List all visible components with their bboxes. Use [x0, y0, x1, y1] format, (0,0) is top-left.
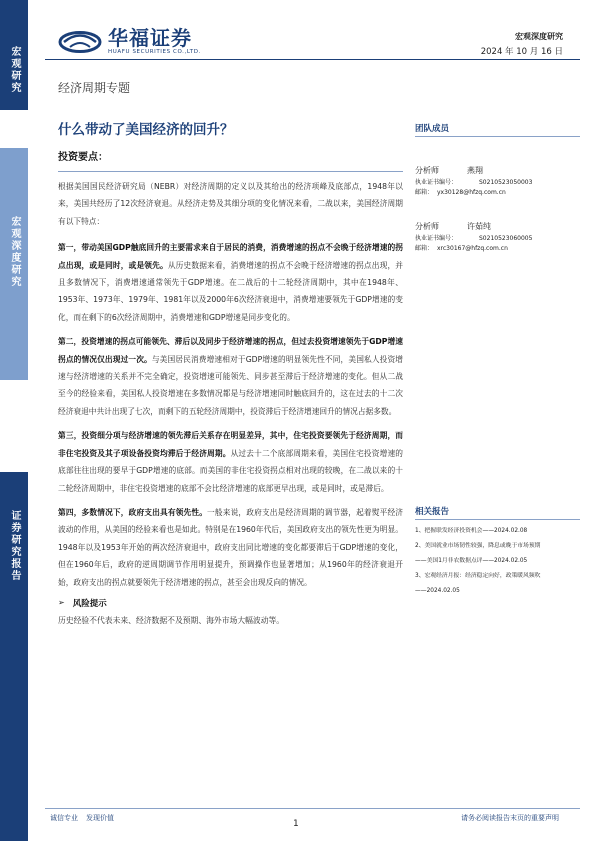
analyst-card [415, 164, 585, 198]
point-body: 从历史数据来看，消费增速的拐点不会晚于经济增速的拐点出现，并且多数情况下，消费增速通常领先于GDP增速。在二战后的十二轮经济周期中，其中在1948年、1953年、1973年、1979年、1981年以及2000年6次经济衰退中，消费增速要领先于GDP增速的变化，而在剩下的6次经济周期中，消费增速和GDP增速是同步变化的。 [58, 260, 403, 322]
risk-heading [58, 597, 403, 609]
team-divider [415, 136, 580, 137]
analyst-role: 分析师 [415, 222, 439, 231]
footer-divider [45, 808, 580, 809]
invest-points-heading: 投资要点： [58, 152, 108, 163]
team-heading: 团队成员 [415, 124, 450, 134]
sidebar-block-top [0, 0, 28, 110]
cert-label: 执业证书编号： [415, 235, 458, 242]
point-lead: 第一，带动美国GDP触底回升的主要需求来自于居民的消费，消费增速的拐点不会晚于经济增速的拐点出现，或是同时，或是领先。 [58, 243, 403, 270]
related-report-link[interactable]: 3、宏观经济月报：经济稳定向好，政策暖风频吹 [415, 573, 541, 579]
risk-text: 历史经验不代表未来、经济数据不及预期、海外市场大幅波动等。 [58, 615, 285, 625]
footer-disclaimer: 请务必阅读报告末页的重要声明 [461, 814, 559, 822]
email-label: 邮箱： [415, 189, 434, 196]
analyst-name: 许茹纯 [467, 222, 491, 231]
point-body: 从过去十二个底部周期来看，美国住宅投资增速的底部往往出现的要早于GDP增速的底部。而美国的非住宅投资拐点相对出现的较晚，在二战以来的十二轮经济周期中，非住宅投资增速的底部不会比经济增速的底部更早出现，或是同时，或是滞后。 [58, 448, 403, 493]
intro-paragraph: 根据美国国民经济研究局（NEBR）对经济周期的定义以及其给出的经济项峰及底部点，1948年以来，美国共经历了12次经济衰退。从经济走势及其细分项的变化情况来看，二战以来，美国经济周期有以下特点： [58, 182, 403, 226]
sidebar-middle-label: 宏观深度研究 [9, 216, 20, 288]
point-paragraph [58, 504, 403, 591]
footer-slogan-part: 诚信专业 [50, 814, 78, 822]
analyst-email[interactable]: xrc30167@hfzq.com.cn [437, 245, 508, 252]
report-date: 2024 年 10 月 16 日 [480, 47, 563, 57]
related-report-link-continued[interactable]: ——美国1月非农数据点评——2024.02.05 [415, 558, 528, 564]
point-paragraph [58, 333, 403, 420]
cert-label: 执业证书编号： [415, 179, 458, 186]
analyst-card [415, 220, 585, 254]
risk-heading-label: 风险提示 [72, 598, 107, 609]
point-lead: 第三，投资细分项与经济增速的领先滞后关系存在明显差异，其中，住宅投资要领先于经济周期，而非住宅投资及其子项设备投资均滞后于经济周期。 [58, 431, 403, 458]
email-label: 邮箱： [415, 245, 434, 252]
series-title: 经济周期专题 [58, 81, 131, 95]
related-reports-divider [415, 519, 580, 520]
related-report-link[interactable]: 1、把握联发经济投资机会——2024.02.08 [415, 528, 528, 534]
related-report-link[interactable]: 2、美国就业市场韧性较强，降息或晚于市场预期 [415, 543, 541, 549]
company-logo [58, 28, 201, 55]
main-content [58, 148, 403, 629]
footer-slogan-part: 发现价值 [86, 814, 114, 822]
point-lead: 第四，多数情况下，政府支出具有领先性。 [58, 507, 208, 517]
point-lead: 第二，投资增速的拐点可能领先、滞后以及同步于经济增速的拐点，但过去投资增速领先于GDP增速拐点的情况仅出现过一次。 [58, 337, 403, 364]
analyst-cert: S0210523060005 [479, 235, 533, 242]
point-body: 与美国居民消费增速相对于GDP增速的明显领先性不同，美国私人投资增速与经济增速的关系并不完全确定，投资增速可能领先、同步甚至滞后于经济增速的变化。但从二战至今的经验来看，美国私人投资增速在多数情况都是与经济增速同时触底回升的，这在过去的十二次经济衰退中共计出现了七次，而剩下的五轮经济周期中，投资滞后于经济增速回升的情况占据多数。 [58, 354, 403, 416]
point-paragraph [58, 239, 403, 326]
huafu-logo-icon [58, 31, 102, 53]
sidebar-bottom-label: 证券研究报告 [9, 510, 20, 582]
related-reports-list [415, 524, 585, 599]
analyst-name: 燕翔 [467, 166, 483, 175]
analyst-cert: S0210523050003 [479, 179, 533, 186]
sidebar-top-label: 宏观研究 [9, 46, 20, 94]
footer-slogan [50, 813, 114, 823]
point-body: 一般来说，政府支出是经济周期的调节器，起着熨平经济波动的作用，从美国的经验来看也是如此。特别是在1960年代后，美国政府支出的领先性更为明显。1948年以及1953年开始的两次经济衰退中，政府支出同比增速的变化都要滞后于GDP增速的变化，但在1960年后，政府的逆周期调节作用明显提升，预调操作也显著增加；从1960年的经济衰退开始，政府支出的拐点就要领先于经济增速的拐点，甚至会出现反向的情况。 [58, 507, 403, 587]
related-reports-heading: 相关报告 [415, 507, 450, 517]
page-number: 1 [293, 819, 299, 829]
logo-english-name: HUAFU SECURITIES CO.,LTD. [108, 49, 201, 55]
report-type: 宏观深度研究 [515, 32, 563, 41]
sidebar-spacer [0, 110, 28, 148]
sidebar-spacer [0, 380, 28, 472]
sidebar-block-bottom [0, 472, 28, 841]
point-paragraph [58, 427, 403, 497]
page-title: 什么带动了美国经济的回升？ [58, 122, 234, 138]
analyst-email[interactable]: yx30128@hfzq.com.cn [437, 189, 506, 196]
invest-points-divider [58, 171, 403, 172]
sidebar-block-middle [0, 148, 28, 380]
left-sidebar [0, 0, 28, 841]
arrow-bullet-icon: ➢ [58, 598, 65, 608]
header-divider [45, 59, 580, 60]
related-report-link-continued[interactable]: ——2024.02.05 [415, 588, 460, 594]
logo-chinese-name: 华福证券 [108, 26, 192, 50]
analyst-role: 分析师 [415, 166, 439, 175]
